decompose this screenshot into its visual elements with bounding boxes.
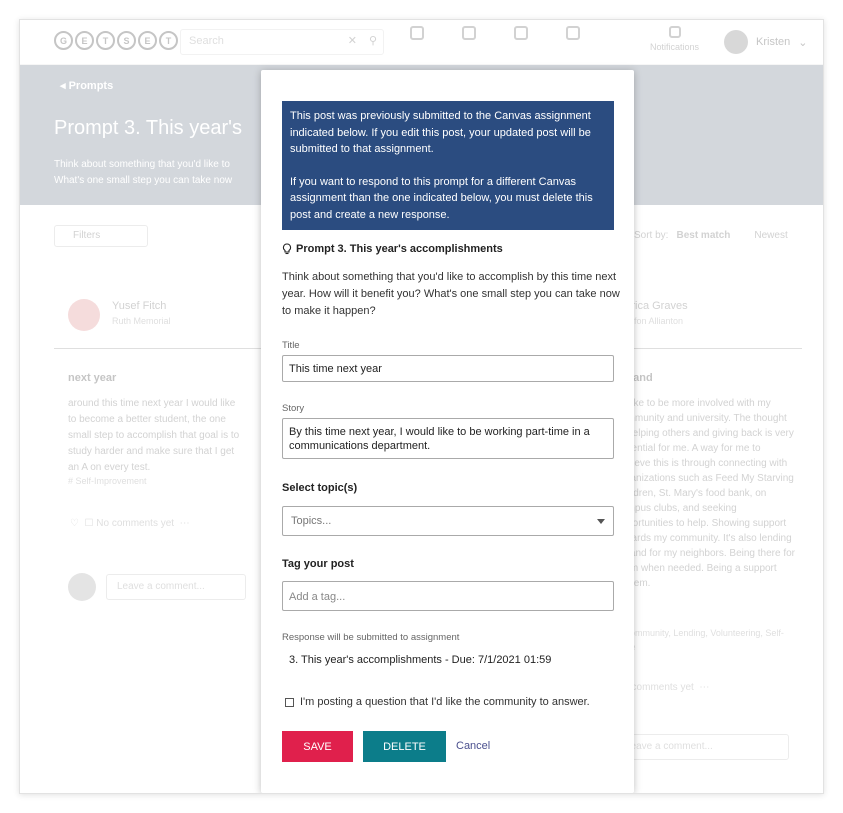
delete-button[interactable]: DELETE <box>363 731 446 762</box>
title-input[interactable]: This time next year <box>282 355 614 382</box>
save-button[interactable]: SAVE <box>282 731 353 762</box>
assignment-label: Response will be submitted to assignment <box>282 632 460 643</box>
question-checkbox-label[interactable]: I'm posting a question that I'd like the community to answer. <box>300 696 590 708</box>
notice-text: If you want to respond to this prompt for a different Canvas assignment than the one indicated below, you must delete this post and create a new response. <box>290 175 593 221</box>
tag-heading: Tag your post <box>282 558 354 570</box>
story-textarea[interactable]: By this time next year, I would like to be working part-time in a communications department. <box>282 418 614 459</box>
topics-heading: Select topic(s) <box>282 482 358 494</box>
edit-post-modal <box>261 70 634 793</box>
question-checkbox[interactable] <box>285 698 294 707</box>
question-checkbox-row[interactable] <box>285 696 590 708</box>
caret-down-icon <box>597 519 605 524</box>
story-label: Story <box>282 403 305 414</box>
canvas-notice <box>282 101 614 230</box>
assignment-value: 3. This year's accomplishments - Due: 7/1/2021 01:59 <box>289 654 552 666</box>
topics-select[interactable] <box>282 506 614 536</box>
tag-input[interactable]: Add a tag... <box>282 581 614 611</box>
prompt-title-text: Prompt 3. This year's accomplishments <box>296 243 503 255</box>
title-label: Title <box>282 340 300 351</box>
cancel-link[interactable]: Cancel <box>456 740 491 752</box>
lightbulb-icon <box>282 243 292 255</box>
app-window <box>19 19 824 794</box>
notice-text: This post was previously submitted to the Canvas assignment indicated below. If you edit this post, your updated post will be submitted to that assignment. <box>290 110 591 155</box>
prompt-title <box>282 243 503 255</box>
topics-placeholder: Topics... <box>291 515 332 527</box>
prompt-description: Think about something that you'd like to accomplish by this time next year. How will it benefit you? What's one small step you can take now to make it happen? <box>282 271 620 317</box>
